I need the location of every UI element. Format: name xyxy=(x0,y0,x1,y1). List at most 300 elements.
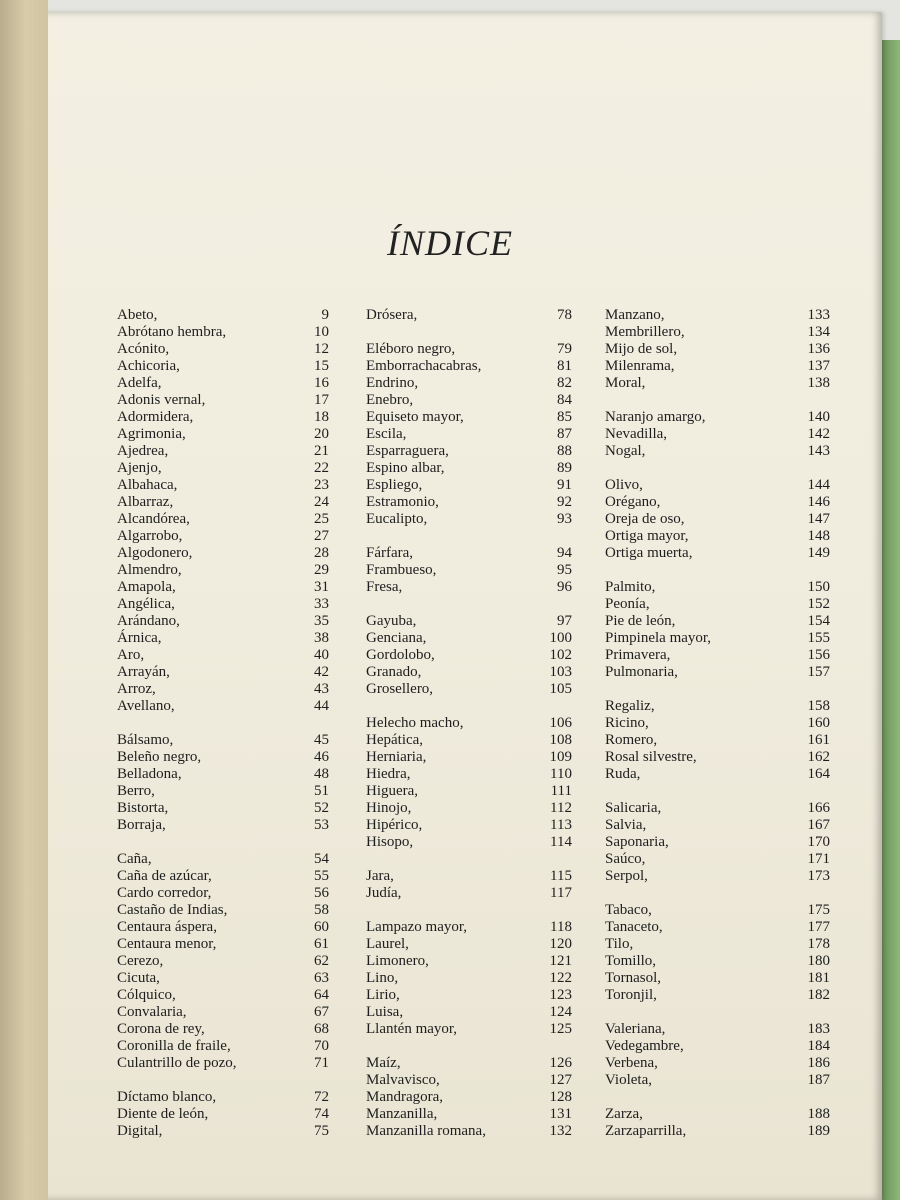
entry-page-number: 16 xyxy=(314,375,329,391)
entry-page-number: 84 xyxy=(557,392,572,408)
index-entry xyxy=(366,987,572,1004)
index-entry xyxy=(366,681,572,698)
index-entry xyxy=(117,409,329,426)
index-entry xyxy=(366,647,572,664)
entry-name: Belladona, xyxy=(117,766,182,782)
entry-page-number: 82 xyxy=(557,375,572,391)
entry-page-number: 146 xyxy=(807,494,830,510)
entry-name: Verbena, xyxy=(605,1055,658,1071)
entry-name: Ajenjo, xyxy=(117,460,162,476)
entry-name: Orégano, xyxy=(605,494,661,510)
index-entry xyxy=(605,715,830,732)
entry-page-number: 110 xyxy=(550,766,572,782)
entry-name: Caña de azúcar, xyxy=(117,868,212,884)
index-entry xyxy=(117,987,329,1004)
entry-name: Regaliz, xyxy=(605,698,655,714)
index-entry xyxy=(366,1021,572,1038)
entry-name: Nogal, xyxy=(605,443,646,459)
entry-page-number: 68 xyxy=(314,1021,329,1037)
entry-name: Cardo corredor, xyxy=(117,885,212,901)
entry-page-number: 28 xyxy=(314,545,329,561)
entry-name: Lirio, xyxy=(366,987,400,1003)
index-entry xyxy=(117,528,329,545)
entry-name: Valeriana, xyxy=(605,1021,666,1037)
entry-name: Endrino, xyxy=(366,375,419,391)
entry-name: Estramonio, xyxy=(366,494,439,510)
index-entry xyxy=(366,1004,572,1021)
entry-page-number: 150 xyxy=(807,579,830,595)
entry-name: Ricino, xyxy=(605,715,649,731)
entry-name: Fárfara, xyxy=(366,545,414,561)
entry-name: Maíz, xyxy=(366,1055,401,1071)
entry-page-number: 22 xyxy=(314,460,329,476)
index-entry xyxy=(117,375,329,392)
index-entry xyxy=(117,783,329,800)
entry-name: Pimpinela mayor, xyxy=(605,630,712,646)
entry-page-number: 136 xyxy=(807,341,830,357)
entry-page-number: 54 xyxy=(314,851,329,867)
entry-page-number: 55 xyxy=(314,868,329,884)
entry-name: Cólquico, xyxy=(117,987,176,1003)
index-entry xyxy=(605,902,830,919)
index-entry xyxy=(605,834,830,851)
entry-page-number: 170 xyxy=(807,834,830,850)
entry-page-number: 87 xyxy=(557,426,572,442)
index-entry xyxy=(605,341,830,358)
entry-name: Llantén mayor, xyxy=(366,1021,458,1037)
entry-name: Emborrachacabras, xyxy=(366,358,482,374)
entry-name: Gayuba, xyxy=(366,613,417,629)
entry-page-number: 112 xyxy=(550,800,572,816)
entry-name: Milenrama, xyxy=(605,358,675,374)
index-entry xyxy=(366,664,572,681)
entry-page-number: 89 xyxy=(557,460,572,476)
entry-page-number: 114 xyxy=(550,834,572,850)
index-entry xyxy=(366,1106,572,1123)
entry-page-number: 91 xyxy=(557,477,572,493)
index-entry xyxy=(117,545,329,562)
index-entry xyxy=(605,443,830,460)
entry-name: Algarrobo, xyxy=(117,528,183,544)
entry-page-number: 113 xyxy=(550,817,572,833)
entry-page-number: 40 xyxy=(314,647,329,663)
index-entry xyxy=(366,613,572,630)
entry-page-number: 21 xyxy=(314,443,329,459)
entry-name: Centaura áspera, xyxy=(117,919,217,935)
entry-name: Enebro, xyxy=(366,392,414,408)
entry-name: Vedegambre, xyxy=(605,1038,684,1054)
entry-page-number: 134 xyxy=(807,324,830,340)
entry-name: Borraja, xyxy=(117,817,166,833)
index-entry xyxy=(117,443,329,460)
index-entry xyxy=(117,426,329,443)
index-entry xyxy=(366,885,572,902)
entry-name: Digital, xyxy=(117,1123,163,1139)
entry-name: Hinojo, xyxy=(366,800,412,816)
entry-page-number: 51 xyxy=(314,783,329,799)
index-entry xyxy=(366,1055,572,1072)
entry-page-number: 48 xyxy=(314,766,329,782)
entry-name: Tabaco, xyxy=(605,902,652,918)
entry-page-number: 29 xyxy=(314,562,329,578)
index-entry xyxy=(366,817,572,834)
index-entry xyxy=(605,1106,830,1123)
index-entry xyxy=(117,613,329,630)
group-spacer xyxy=(366,528,572,545)
index-entry xyxy=(366,307,572,324)
index-entry xyxy=(117,953,329,970)
index-entry xyxy=(605,596,830,613)
entry-page-number: 38 xyxy=(314,630,329,646)
entry-page-number: 94 xyxy=(557,545,572,561)
entry-name: Saponaria, xyxy=(605,834,669,850)
index-entry xyxy=(605,732,830,749)
index-entry xyxy=(366,953,572,970)
entry-page-number: 142 xyxy=(807,426,830,442)
entry-name: Culantrillo de pozo, xyxy=(117,1055,237,1071)
index-column-1 xyxy=(117,307,329,1140)
entry-name: Equiseto mayor, xyxy=(366,409,464,425)
entry-name: Saúco, xyxy=(605,851,646,867)
entry-name: Abeto, xyxy=(117,307,158,323)
index-entry xyxy=(366,1123,572,1140)
entry-page-number: 96 xyxy=(557,579,572,595)
index-entry xyxy=(117,1123,329,1140)
entry-page-number: 58 xyxy=(314,902,329,918)
entry-name: Ortiga mayor, xyxy=(605,528,689,544)
entry-page-number: 137 xyxy=(807,358,830,374)
index-entry xyxy=(366,749,572,766)
entry-name: Albarraz, xyxy=(117,494,174,510)
entry-name: Manzano, xyxy=(605,307,665,323)
entry-page-number: 124 xyxy=(549,1004,572,1020)
index-entry xyxy=(366,579,572,596)
entry-page-number: 140 xyxy=(807,409,830,425)
group-spacer xyxy=(366,324,572,341)
entry-name: Hisopo, xyxy=(366,834,414,850)
entry-name: Manzanilla, xyxy=(366,1106,438,1122)
entry-name: Aro, xyxy=(117,647,145,663)
entry-name: Berro, xyxy=(117,783,155,799)
entry-name: Salicaria, xyxy=(605,800,662,816)
index-entry xyxy=(366,477,572,494)
entry-page-number: 75 xyxy=(314,1123,329,1139)
entry-page-number: 123 xyxy=(549,987,572,1003)
index-entry xyxy=(605,409,830,426)
entry-page-number: 177 xyxy=(807,919,830,935)
entry-page-number: 46 xyxy=(314,749,329,765)
entry-page-number: 126 xyxy=(549,1055,572,1071)
entry-page-number: 122 xyxy=(549,970,572,986)
index-entry xyxy=(605,477,830,494)
entry-name: Luisa, xyxy=(366,1004,404,1020)
entry-name: Salvia, xyxy=(605,817,647,833)
entry-name: Eléboro negro, xyxy=(366,341,456,357)
entry-name: Limonero, xyxy=(366,953,429,969)
index-entry xyxy=(117,1106,329,1123)
entry-name: Adormidera, xyxy=(117,409,194,425)
entry-page-number: 184 xyxy=(807,1038,830,1054)
index-entry xyxy=(366,545,572,562)
entry-name: Arándano, xyxy=(117,613,180,629)
entry-page-number: 67 xyxy=(314,1004,329,1020)
index-entry xyxy=(117,596,329,613)
entry-name: Violeta, xyxy=(605,1072,652,1088)
index-entry xyxy=(117,579,329,596)
entry-name: Escila, xyxy=(366,426,407,442)
entry-page-number: 178 xyxy=(807,936,830,952)
index-entry xyxy=(605,987,830,1004)
entry-page-number: 111 xyxy=(550,783,572,799)
entry-page-number: 78 xyxy=(557,307,572,323)
entry-name: Naranjo amargo, xyxy=(605,409,706,425)
entry-name: Tilo, xyxy=(605,936,634,952)
group-spacer xyxy=(117,715,329,732)
group-spacer xyxy=(366,902,572,919)
index-entry xyxy=(366,1072,572,1089)
group-spacer xyxy=(366,596,572,613)
index-entry xyxy=(605,647,830,664)
index-entry xyxy=(605,579,830,596)
entry-page-number: 71 xyxy=(314,1055,329,1071)
entry-page-number: 79 xyxy=(557,341,572,357)
entry-page-number: 121 xyxy=(549,953,572,969)
index-entry xyxy=(366,783,572,800)
group-spacer xyxy=(605,885,830,902)
index-entry xyxy=(605,630,830,647)
entry-page-number: 74 xyxy=(314,1106,329,1122)
index-entry xyxy=(366,460,572,477)
index-entry xyxy=(605,698,830,715)
entry-page-number: 161 xyxy=(807,732,830,748)
index-entry xyxy=(605,936,830,953)
entry-name: Drósera, xyxy=(366,307,418,323)
entry-page-number: 115 xyxy=(550,868,572,884)
entry-name: Lino, xyxy=(366,970,399,986)
index-entry xyxy=(605,1038,830,1055)
group-spacer xyxy=(605,460,830,477)
entry-name: Castaño de Indias, xyxy=(117,902,228,918)
group-spacer xyxy=(366,698,572,715)
index-entry xyxy=(117,324,329,341)
index-entry xyxy=(605,494,830,511)
entry-name: Helecho macho, xyxy=(366,715,464,731)
entry-page-number: 183 xyxy=(807,1021,830,1037)
entry-page-number: 102 xyxy=(549,647,572,663)
entry-page-number: 92 xyxy=(557,494,572,510)
index-entry xyxy=(605,511,830,528)
index-entry xyxy=(117,970,329,987)
entry-page-number: 27 xyxy=(314,528,329,544)
page-title: ÍNDICE xyxy=(387,223,513,263)
index-entry xyxy=(605,953,830,970)
entry-name: Mandragora, xyxy=(366,1089,444,1105)
entry-page-number: 35 xyxy=(314,613,329,629)
entry-page-number: 125 xyxy=(549,1021,572,1037)
entry-page-number: 149 xyxy=(807,545,830,561)
index-entry xyxy=(605,1055,830,1072)
entry-name: Arroz, xyxy=(117,681,156,697)
index-entry xyxy=(117,1004,329,1021)
index-entry xyxy=(605,970,830,987)
index-entry xyxy=(117,494,329,511)
entry-page-number: 100 xyxy=(549,630,572,646)
entry-name: Esparraguera, xyxy=(366,443,449,459)
entry-page-number: 20 xyxy=(314,426,329,442)
index-entry xyxy=(605,800,830,817)
index-entry xyxy=(366,970,572,987)
index-entry xyxy=(117,698,329,715)
index-entry xyxy=(117,511,329,528)
entry-name: Diente de león, xyxy=(117,1106,209,1122)
index-entry xyxy=(605,375,830,392)
entry-page-number: 106 xyxy=(549,715,572,731)
index-entry xyxy=(605,426,830,443)
entry-name: Toronjil, xyxy=(605,987,657,1003)
index-entry xyxy=(117,664,329,681)
index-entry xyxy=(117,477,329,494)
entry-name: Peonía, xyxy=(605,596,650,612)
entry-name: Hipérico, xyxy=(366,817,423,833)
index-entry xyxy=(366,426,572,443)
entry-name: Eucalipto, xyxy=(366,511,428,527)
index-entry xyxy=(117,851,329,868)
entry-page-number: 64 xyxy=(314,987,329,1003)
entry-name: Abrótano hembra, xyxy=(117,324,227,340)
group-spacer xyxy=(366,1038,572,1055)
entry-page-number: 189 xyxy=(807,1123,830,1139)
index-entry xyxy=(366,511,572,528)
entry-page-number: 56 xyxy=(314,885,329,901)
entry-name: Centaura menor, xyxy=(117,936,217,952)
entry-page-number: 187 xyxy=(807,1072,830,1088)
index-entry xyxy=(366,800,572,817)
entry-page-number: 158 xyxy=(807,698,830,714)
entry-name: Grosellero, xyxy=(366,681,434,697)
entry-name: Espino albar, xyxy=(366,460,445,476)
entry-page-number: 127 xyxy=(549,1072,572,1088)
entry-page-number: 53 xyxy=(314,817,329,833)
index-entry xyxy=(605,919,830,936)
index-entry xyxy=(605,324,830,341)
entry-name: Moral, xyxy=(605,375,646,391)
entry-page-number: 182 xyxy=(807,987,830,1003)
entry-page-number: 105 xyxy=(549,681,572,697)
index-entry xyxy=(117,766,329,783)
index-entry xyxy=(117,919,329,936)
entry-name: Pie de león, xyxy=(605,613,676,629)
entry-page-number: 160 xyxy=(807,715,830,731)
entry-name: Avellano, xyxy=(117,698,175,714)
entry-page-number: 164 xyxy=(807,766,830,782)
index-entry xyxy=(366,409,572,426)
entry-page-number: 23 xyxy=(314,477,329,493)
entry-name: Albahaca, xyxy=(117,477,178,493)
group-spacer xyxy=(605,681,830,698)
entry-page-number: 167 xyxy=(807,817,830,833)
entry-page-number: 15 xyxy=(314,358,329,374)
entry-name: Acónito, xyxy=(117,341,170,357)
entry-name: Nevadilla, xyxy=(605,426,668,442)
index-entry xyxy=(366,375,572,392)
index-entry xyxy=(366,358,572,375)
group-spacer xyxy=(605,562,830,579)
entry-page-number: 43 xyxy=(314,681,329,697)
entry-name: Tomillo, xyxy=(605,953,657,969)
index-entry xyxy=(117,1038,329,1055)
entry-page-number: 31 xyxy=(314,579,329,595)
group-spacer xyxy=(605,1004,830,1021)
entry-name: Bálsamo, xyxy=(117,732,174,748)
index-entry xyxy=(366,562,572,579)
entry-name: Convalaria, xyxy=(117,1004,187,1020)
entry-name: Alcandórea, xyxy=(117,511,190,527)
entry-page-number: 144 xyxy=(807,477,830,493)
entry-name: Oreja de oso, xyxy=(605,511,685,527)
index-entry xyxy=(366,443,572,460)
entry-name: Laurel, xyxy=(366,936,409,952)
entry-name: Pulmonaria, xyxy=(605,664,678,680)
entry-page-number: 173 xyxy=(807,868,830,884)
book-spine xyxy=(0,0,48,1200)
entry-page-number: 108 xyxy=(549,732,572,748)
entry-name: Ajedrea, xyxy=(117,443,169,459)
entry-name: Cerezo, xyxy=(117,953,164,969)
index-entry xyxy=(117,902,329,919)
entry-page-number: 17 xyxy=(314,392,329,408)
index-entry xyxy=(605,613,830,630)
entry-page-number: 154 xyxy=(807,613,830,629)
entry-page-number: 24 xyxy=(314,494,329,510)
entry-name: Espliego, xyxy=(366,477,423,493)
entry-page-number: 18 xyxy=(314,409,329,425)
index-entry xyxy=(117,358,329,375)
entry-page-number: 132 xyxy=(549,1123,572,1139)
entry-name: Ruda, xyxy=(605,766,641,782)
entry-page-number: 133 xyxy=(807,307,830,323)
entry-name: Tornasol, xyxy=(605,970,662,986)
entry-name: Granado, xyxy=(366,664,422,680)
entry-page-number: 155 xyxy=(807,630,830,646)
entry-page-number: 10 xyxy=(314,324,329,340)
index-entry xyxy=(117,868,329,885)
entry-page-number: 131 xyxy=(549,1106,572,1122)
entry-page-number: 97 xyxy=(557,613,572,629)
index-entry xyxy=(366,868,572,885)
group-spacer xyxy=(366,851,572,868)
index-entry xyxy=(605,868,830,885)
entry-page-number: 62 xyxy=(314,953,329,969)
entry-page-number: 95 xyxy=(557,562,572,578)
entry-page-number: 9 xyxy=(321,307,329,323)
index-entry xyxy=(605,1021,830,1038)
index-entry xyxy=(605,528,830,545)
index-entry xyxy=(366,341,572,358)
entry-page-number: 147 xyxy=(807,511,830,527)
index-entry xyxy=(605,358,830,375)
entry-page-number: 138 xyxy=(807,375,830,391)
index-entry xyxy=(605,545,830,562)
entry-name: Mijo de sol, xyxy=(605,341,678,357)
entry-page-number: 166 xyxy=(807,800,830,816)
entry-page-number: 12 xyxy=(314,341,329,357)
index-entry xyxy=(605,1123,830,1140)
entry-name: Cicuta, xyxy=(117,970,160,986)
group-spacer xyxy=(605,783,830,800)
index-entry xyxy=(117,307,329,324)
entry-name: Membrillero, xyxy=(605,324,685,340)
entry-page-number: 52 xyxy=(314,800,329,816)
